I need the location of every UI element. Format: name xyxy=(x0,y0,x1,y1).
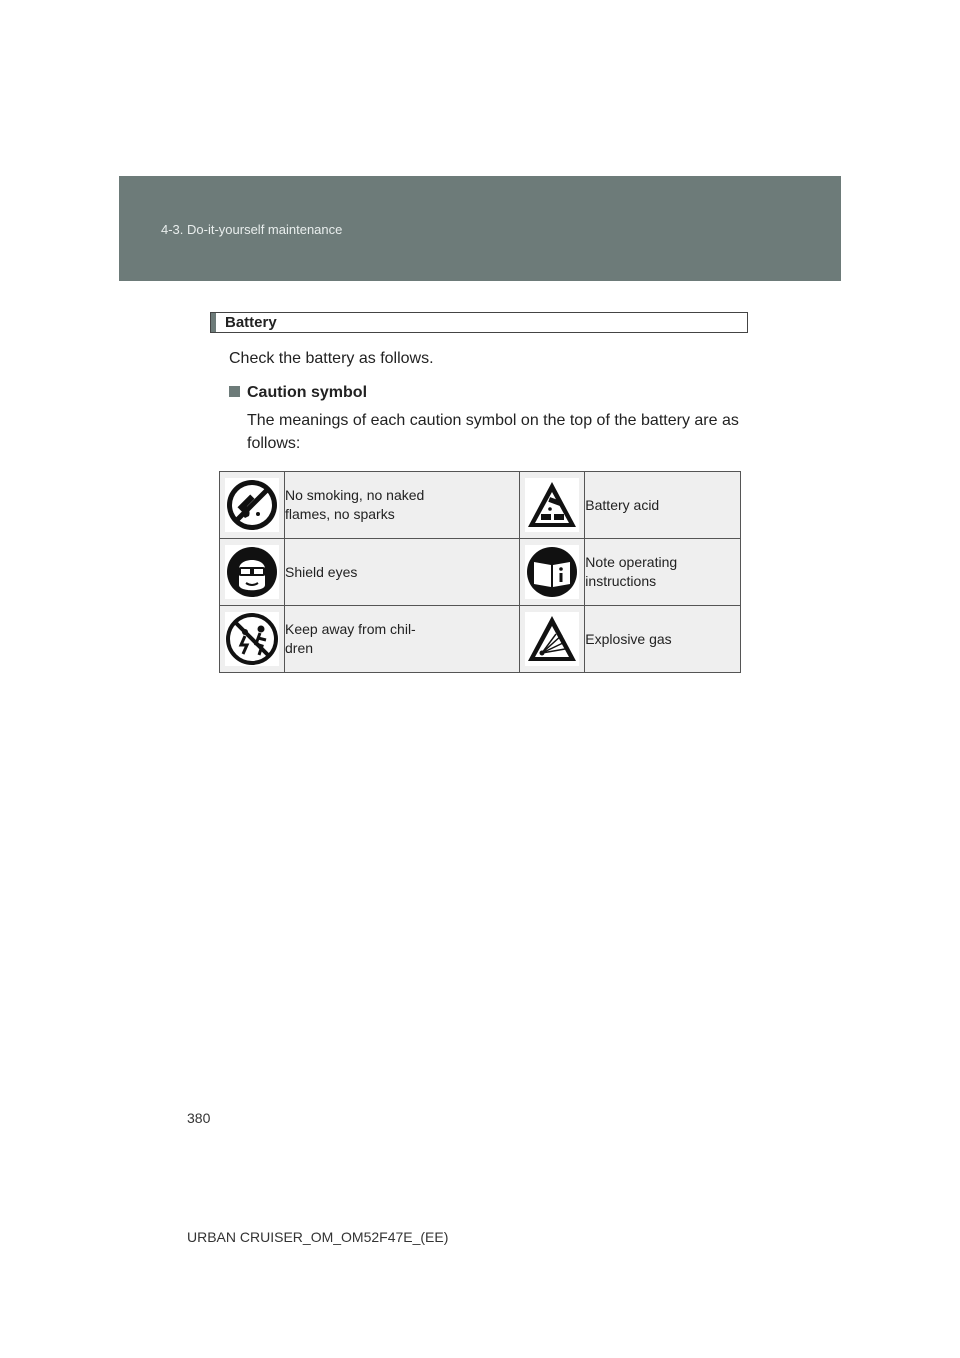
heading-title: Battery xyxy=(225,314,277,331)
label-battery-acid: Battery acid xyxy=(585,472,741,539)
section-title: 4-3. Do-it-yourself maintenance xyxy=(161,222,343,237)
square-bullet-icon xyxy=(229,386,240,397)
intro-text: Check the battery as follows. xyxy=(229,350,434,367)
no-smoking-icon xyxy=(225,478,279,532)
operating-instructions-icon xyxy=(525,545,579,599)
table-row xyxy=(220,539,741,606)
caution-symbol-table xyxy=(219,471,741,673)
footer-model-code: URBAN CRUISER_OM_OM52F47E_(EE) xyxy=(187,1229,449,1245)
label-shield-eyes: Shield eyes xyxy=(285,539,520,606)
header-band xyxy=(119,176,841,281)
label-keep-away-children: Keep away from chil- dren xyxy=(285,606,520,673)
label-no-smoking: No smoking, no naked flames, no sparks xyxy=(285,472,520,539)
page-number: 380 xyxy=(187,1110,211,1126)
table-row xyxy=(220,606,741,673)
keep-away-children-icon xyxy=(225,612,279,666)
label-explosive-gas: Explosive gas xyxy=(585,606,741,673)
subsection-heading xyxy=(229,384,367,402)
battery-heading xyxy=(210,312,748,333)
shield-eyes-icon xyxy=(225,545,279,599)
subsection-description: The meanings of each caution symbol on the top of the battery are as follows: xyxy=(247,412,739,452)
subsection-title: Caution symbol xyxy=(247,384,368,401)
battery-acid-icon xyxy=(525,478,579,532)
label-operating-instructions: Note operating instructions xyxy=(585,539,741,606)
heading-accent-bar xyxy=(211,313,216,332)
table-row xyxy=(220,472,741,539)
explosive-gas-icon xyxy=(525,612,579,666)
